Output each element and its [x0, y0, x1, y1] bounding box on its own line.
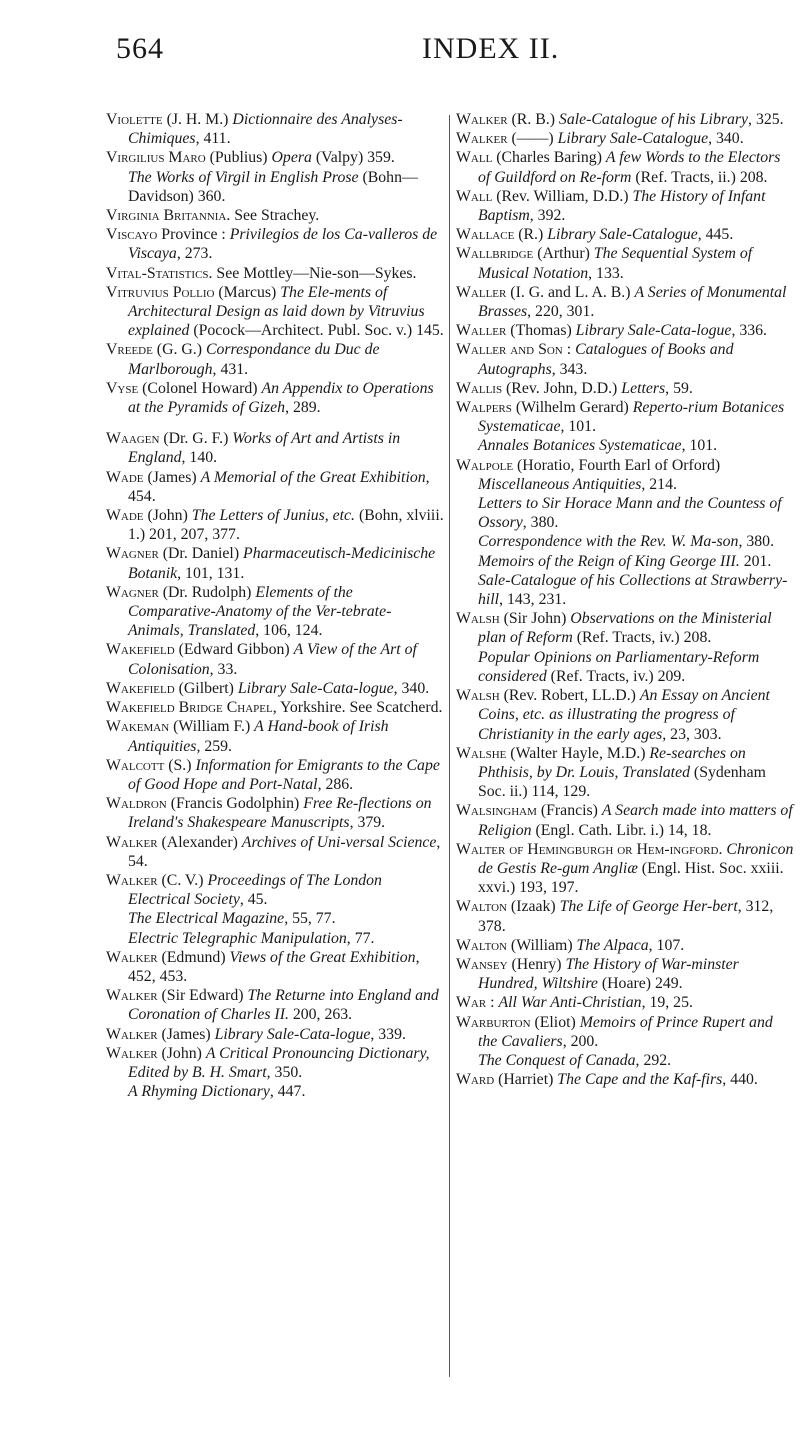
entry-title: Information for Emigrants to the Cape of Good Hope and Port-Natal [128, 756, 440, 793]
entry-details: (Edward Gibbon) [174, 641, 294, 659]
entry-title: Library Sale-Cata-logue [575, 322, 732, 340]
entry-reference: , 325. [748, 111, 784, 128]
entry-reference: , 336. [731, 322, 767, 340]
index-entry [456, 609, 794, 647]
entry-heading: Walcott [106, 756, 165, 774]
entry-reference: , 312, 378. [478, 898, 774, 935]
index-entry [456, 648, 794, 686]
entry-reference: , 19, 25. [641, 994, 693, 1012]
entry-details: (Rev. Robert, LL.D.) [499, 687, 640, 705]
entry-reference: , 340. [393, 679, 430, 697]
index-entry [456, 571, 794, 609]
entry-reference: , 350. [266, 1063, 303, 1081]
entry-title: A Critical Pronouncing Dictionary, Edited by B. H. Smart [128, 1044, 430, 1081]
entry-details: (G. G.) [152, 341, 206, 359]
index-entry [456, 686, 794, 744]
entry-reference: (Pocock—Architect. Publ. Soc. v.) 145. [189, 322, 444, 340]
entry-title: The Conquest of Canada [478, 1051, 636, 1069]
entry-details: (Thomas) [506, 322, 576, 340]
index-entry [456, 283, 794, 321]
column-divider [449, 115, 450, 1377]
entry-title: The Works of Virgil in English Prose [128, 168, 359, 186]
entry-details: (Horatio, Fourth Earl of Orford) [513, 456, 721, 474]
entry-heading: Walter of Hemingburgh or Hem-ingford. [456, 840, 723, 858]
entry-heading: Wallbridge [456, 245, 534, 263]
entry-title: Annales Botanices Systematicae [478, 437, 682, 455]
entry-title: Sale-Catalogue of his Library [558, 111, 749, 128]
index-entry [456, 456, 794, 494]
entry-reference: , 54. [128, 833, 441, 870]
entry-details: (Dr. Daniel) [158, 545, 244, 563]
entry-title: Library Sale-Cata-logue [214, 1025, 371, 1043]
entry-heading: Wagner [106, 583, 159, 601]
index-entry [106, 379, 444, 417]
entry-heading: Waagen [106, 430, 160, 448]
entry-heading: Walker [456, 111, 508, 128]
entry-reference: , 220, 301. [527, 303, 595, 321]
entry-heading: Walpole [456, 456, 514, 474]
entry-details: (Dr. Rudolph) [158, 583, 256, 601]
entry-title: The Alpaca [576, 936, 649, 954]
entry-reference: (Engl. Cath. Libr. i.) 14, 18. [531, 821, 712, 839]
entry-title: Library Sale-Catalogue [547, 226, 698, 244]
entry-details: See [230, 207, 261, 225]
entry-reference: , 289. [285, 399, 321, 417]
entry-title: Privilegios de los Ca-valleros de Viscaya [128, 226, 438, 263]
entry-title: A View of the Art of Colonisation [128, 641, 417, 678]
entry-heading: Walker [106, 833, 158, 851]
index-entry [106, 948, 444, 986]
index-entry [106, 1025, 444, 1044]
entry-title: Proceedings of The London Electrical Society [128, 871, 382, 909]
entry-details: (Sir John) [499, 610, 571, 628]
index-entry [456, 148, 794, 186]
entry-details: (R. B.) [507, 111, 559, 128]
entry-title: The Electrical Magazine [128, 910, 285, 928]
entry-heading: Walker [106, 948, 158, 966]
index-entry [456, 801, 794, 839]
entry-reference: Scatcherd. [376, 699, 443, 717]
entry-title: A Hand-book of Irish Antiquities [128, 718, 389, 755]
entry-details: (James) [157, 1025, 215, 1043]
entry-details: (R.) [514, 226, 548, 244]
entry-reference: (Ref. Tracts, iv.) 208. [572, 629, 712, 647]
entry-reference: , 101, 131. [177, 564, 245, 582]
index-column-left [106, 110, 444, 1101]
entry-reference: , 392. [529, 207, 566, 225]
index-entry [456, 321, 794, 340]
entry-details: (John) [157, 1044, 206, 1062]
entry-heading: Wall [456, 187, 493, 205]
entry-reference: , 273. [176, 245, 213, 263]
entry-reference: , 259. [196, 737, 232, 755]
entry-reference: , 292. [635, 1051, 672, 1069]
entry-title: Views of the Great Exhibition [229, 948, 416, 966]
entry-details: (Rev. William, D.D.) [492, 187, 633, 205]
entry-title: Correspondance du Duc de Marlborough [128, 341, 380, 378]
entry-details: Province : [157, 226, 230, 244]
entry-heading: Walton [456, 898, 507, 916]
entry-title: Letters to Sir Horace Mann and the Countess of Ossory [478, 495, 782, 532]
entry-reference: , 140. [181, 449, 218, 467]
entry-reference: , 214. [641, 475, 677, 493]
entry-heading: Viscayo [106, 226, 158, 244]
index-entry [456, 897, 794, 935]
entry-details: (William) [506, 936, 577, 954]
index-entry [106, 756, 444, 794]
entry-reference: 201. [739, 552, 772, 570]
entry-reference: , 143, 231. [499, 591, 567, 609]
entry-heading: Violette [106, 111, 163, 128]
entry-reference: , 445. [697, 226, 734, 244]
index-entry [456, 552, 794, 571]
entry-title: Library Sale-Cata-logue [237, 679, 394, 697]
entry-title: Works of Art and Artists in England [128, 430, 401, 467]
index-entry [106, 583, 444, 641]
entry-reference: (Valpy) 359. [311, 149, 395, 167]
entry-reference: , 339. [370, 1025, 406, 1043]
index-entry [106, 468, 444, 506]
entry-details: (John) [143, 507, 192, 525]
entry-reference: , 343. [551, 360, 588, 378]
index-entry [456, 187, 794, 225]
entry-heading: Waller and Son [456, 341, 563, 359]
entry-heading: Walker [106, 1025, 158, 1043]
entry-title: Reperto-rium Botanices Systematicae [478, 399, 785, 436]
entry-heading: Warburton [456, 1013, 531, 1031]
entry-title: Memoirs of Prince Rupert and the Cavaliers [478, 1013, 773, 1050]
entry-details: (Francis) [536, 802, 602, 820]
index-entry [456, 244, 794, 282]
entry-reference: , 431. [212, 360, 249, 378]
entry-heading: Virgilius Maro [106, 149, 206, 167]
index-entry [106, 1044, 444, 1082]
entry-title: Archives of Uni-versal Science [241, 833, 437, 851]
entry-reference: , 379. [349, 814, 386, 832]
entry-title: Pharmaceutisch-Medicinische Botanik [128, 545, 436, 582]
entry-reference: Mottley—Nie-son—Sykes. [243, 264, 417, 282]
entry-details: (Dr. G. F.) [159, 430, 233, 448]
entry-reference: , 101. [560, 418, 597, 436]
entry-title: Letters [621, 379, 666, 397]
entry-heading: Waller [456, 322, 507, 340]
entry-reference: (Bohn—Davidson) 360. [128, 168, 418, 205]
entry-title: Electric Telegraphic Manipulation [128, 929, 347, 947]
entry-title: Popular Opinions on Parliamentary-Reform considered [478, 648, 760, 685]
index-entry [456, 110, 794, 129]
entry-details: (Sir Edward) [157, 987, 248, 1005]
entry-reference: (Bohn, xlviii. 1.) 201, 207, 377. [128, 507, 444, 544]
index-entry [456, 955, 794, 993]
entry-title: An Appendix to Operations at the Pyramids of Gizeh [128, 379, 434, 417]
entry-reference: , 340. [708, 130, 744, 148]
entry-details: (C. V.) [157, 871, 208, 889]
entry-details: See [212, 264, 244, 282]
entry-details: (Gilbert) [174, 679, 238, 697]
entry-title: A Memorial of the Great Exhibition [200, 468, 426, 486]
index-entry [456, 1051, 794, 1070]
entry-details: (S.) [164, 756, 196, 774]
entry-heading: War [456, 994, 487, 1012]
entry-details: (Alexander) [157, 833, 242, 851]
entry-details: (Rev. John, D.D.) [502, 379, 622, 397]
entry-heading: Vital-Statistics. [106, 264, 213, 282]
entry-title: The History of Infant Baptism [478, 187, 766, 225]
index-entry [106, 283, 444, 341]
entry-reference: (Hoare) 249. [597, 975, 683, 993]
entry-heading: Walker [106, 871, 158, 889]
entry-details: (Charles Baring) [492, 149, 606, 167]
entry-heading: Walsingham [456, 802, 537, 820]
entry-details: (Colonel Howard) [138, 379, 262, 397]
entry-heading: Wakefield Bridge Chapel, [106, 699, 277, 717]
index-entry [106, 640, 444, 678]
entry-heading: Wansey [456, 955, 508, 973]
entry-heading: Vitruvius Pollio [106, 283, 215, 301]
index-entry [106, 833, 444, 871]
entry-title: All War Anti-Christian [498, 994, 642, 1012]
index-entry [456, 993, 794, 1012]
entry-title: Opera [271, 149, 312, 167]
entry-title: A Series of Monumental Brasses [478, 283, 787, 321]
entry-title: An Essay on Ancient Coins, etc. as illustrating the progress of Christianity in the early ages [478, 687, 770, 743]
entry-heading: Walsh [456, 687, 500, 705]
entry-heading: Wallis [456, 379, 503, 397]
entry-reference: , 452, 453. [128, 948, 420, 985]
entry-reference: , 286. [317, 775, 354, 793]
index-entry [106, 544, 444, 582]
entry-title: Sale-Catalogue of his Collections at Strawberry-hill [478, 571, 788, 609]
index-entry [106, 110, 444, 148]
entry-heading: Wakefield [106, 679, 175, 697]
index-entry [456, 129, 794, 148]
entry-details: (Francis Godolphin) [166, 795, 304, 813]
entry-title: Miscellaneous Antiquities [478, 475, 642, 493]
entry-heading: Ward [456, 1071, 495, 1089]
entry-details: (Marcus) [214, 283, 281, 301]
index-entry [106, 340, 444, 378]
entry-title: A few Words to the Electors of Guildford on Re-form [478, 149, 781, 186]
entry-heading: Virginia Britannia. [106, 207, 231, 225]
entry-details: (James) [143, 468, 201, 486]
index-entry [456, 494, 794, 532]
entry-details: (Walter Hayle, M.D.) [506, 744, 650, 762]
entry-title: A Rhyming Dictionary [128, 1083, 270, 1101]
index-entry [106, 679, 444, 698]
entry-details: (Harriet) [494, 1071, 558, 1089]
entry-heading: Waldron [106, 795, 167, 813]
entry-heading: Vreede [106, 341, 153, 359]
entry-reference: 200, 263. [288, 1006, 353, 1024]
entry-reference: , 45. [239, 891, 268, 909]
entry-reference: (Ref. Tracts, iv.) 209. [546, 667, 686, 685]
entry-details: : [562, 341, 576, 359]
entry-heading: Wade [106, 507, 144, 525]
index-entry [456, 532, 794, 551]
entry-title: The Life of George Her-bert [559, 898, 738, 916]
entry-title: Library Sale-Catalogue [557, 130, 709, 148]
entry-reference: , 23, 303. [662, 725, 722, 743]
entry-title: Re-searches on Phthisis, by Dr. Louis, Translated [478, 744, 746, 781]
entry-details: (Wilhelm Gerard) [511, 399, 633, 417]
entry-title: Memoirs of the Reign of King George III. [478, 552, 740, 570]
entry-reference: (Engl. Hist. Soc. xxiii. xxvi.) 193, 197. [478, 859, 784, 897]
entry-reference: , 440. [722, 1071, 758, 1089]
page-header [0, 20, 800, 80]
entry-reference: (Sydenham Soc. ii.) 114, 129. [478, 763, 766, 801]
index-entry [106, 225, 444, 263]
entry-reference: , 133. [588, 264, 624, 282]
entry-heading: Wall [456, 149, 493, 167]
entry-title: A Search made into matters of Religion [478, 802, 793, 839]
index-entry [456, 936, 794, 955]
entry-details: (William F.) [169, 718, 255, 736]
entry-details: (Edmund) [157, 948, 230, 966]
index-entry [106, 168, 444, 206]
index-entry [456, 340, 794, 378]
entry-heading: Wallace [456, 226, 515, 244]
entry-heading: Wakeman [106, 718, 170, 736]
entry-heading: Walpers [456, 399, 512, 417]
index-entry [456, 379, 794, 398]
entry-title: The Sequential System of Musical Notation [478, 245, 753, 282]
index-entry [106, 698, 444, 717]
entry-reference: , 454. [128, 468, 430, 505]
index-entry [456, 840, 794, 898]
entry-reference: Strachey. [261, 207, 320, 225]
index-entry [106, 717, 444, 755]
entry-heading: Walker [106, 1044, 158, 1062]
entry-heading: Walsh [456, 610, 500, 628]
entry-title: The History of War-minster Hundred, Wiltshire [478, 955, 739, 993]
index-entry [106, 264, 444, 283]
entry-title: The Returne into England and Coronation of Charles II. [128, 987, 439, 1024]
entry-details: (Eliot) [530, 1013, 580, 1031]
index-entry [106, 206, 444, 225]
index-entry [106, 871, 444, 909]
index-entry [106, 506, 444, 544]
entry-details: Yorkshire. See [276, 699, 377, 717]
entry-details: (Izaak) [506, 898, 560, 916]
entry-details: : [486, 994, 499, 1012]
entry-title: Correspondence with the Rev. W. Ma-son [478, 533, 739, 551]
index-entry [106, 1082, 444, 1101]
entry-title: The Cape and the Kaf-firs [557, 1071, 723, 1089]
entry-title: Elements of the Comparative-Anatomy of the Ver-tebrate-Animals, Translated [128, 583, 392, 640]
entry-heading: Waller [456, 283, 507, 301]
entry-reference: , 106, 124. [255, 622, 323, 640]
entry-reference: (Ref. Tracts, ii.) 208. [631, 168, 768, 186]
entry-title: Chronicon de Gestis Re-gum Angliæ [478, 840, 794, 877]
entry-heading: Wagner [106, 545, 159, 563]
entry-reference: , 77. [346, 929, 375, 947]
page-number: 564 [116, 32, 164, 65]
entry-heading: Walker [456, 130, 508, 148]
entry-title: Free Re-flections on Ireland's Shakespeare Manuscripts [128, 795, 432, 832]
running-head: INDEX II. [422, 32, 560, 65]
entry-reference: , 33. [209, 660, 238, 678]
entry-details: (I. G. and L. A. B.) [506, 283, 635, 301]
index-entry [456, 225, 794, 244]
index-entry [106, 429, 444, 467]
entry-title: Catalogues of Books and Autographs [478, 341, 734, 378]
entry-details: (Publius) [205, 149, 272, 167]
index-entry [106, 794, 444, 832]
index-entry [106, 986, 444, 1024]
entry-details: (J. H. M.) [162, 111, 233, 128]
entry-reference: , 380. [738, 533, 775, 551]
entry-heading: Walshe [456, 744, 507, 762]
entry-title: The Letters of Junius, etc. [191, 507, 356, 525]
entry-title: The Ele-ments of Architectural Design as laid down by Vitruvius explained [128, 283, 425, 340]
index-entry [106, 148, 444, 167]
index-column-right [456, 110, 794, 1089]
entry-details: (——) [507, 130, 558, 148]
entry-reference: , 200. [562, 1032, 599, 1050]
entry-title: Observations on the Ministerial plan of Reform [478, 610, 772, 647]
entry-reference: , 55, 77. [284, 910, 336, 928]
entry-reference: , 101. [681, 437, 718, 455]
entry-reference: , 59. [665, 379, 693, 397]
index-entry [456, 744, 794, 802]
entry-reference: , 447. [269, 1083, 306, 1101]
entry-reference: , 380. [522, 514, 559, 532]
entry-heading: Walker [106, 987, 158, 1005]
index-entry [106, 929, 444, 948]
entry-details: (Henry) [507, 955, 566, 973]
entry-heading: Vyse [106, 379, 139, 397]
entry-reference: , 107. [648, 936, 685, 954]
entry-heading: Wade [106, 468, 144, 486]
entry-reference: , 411. [195, 130, 231, 148]
index-entry [456, 398, 794, 436]
index-entry [456, 1070, 794, 1089]
entry-heading: Walton [456, 936, 507, 954]
entry-heading: Wakefield [106, 641, 175, 659]
entry-title: Dictionnaire des Analyses-Chimiques [128, 111, 403, 148]
index-entry [106, 909, 444, 928]
entry-details: (Arthur) [533, 245, 594, 263]
index-entry [456, 436, 794, 455]
index-entry [456, 1013, 794, 1051]
